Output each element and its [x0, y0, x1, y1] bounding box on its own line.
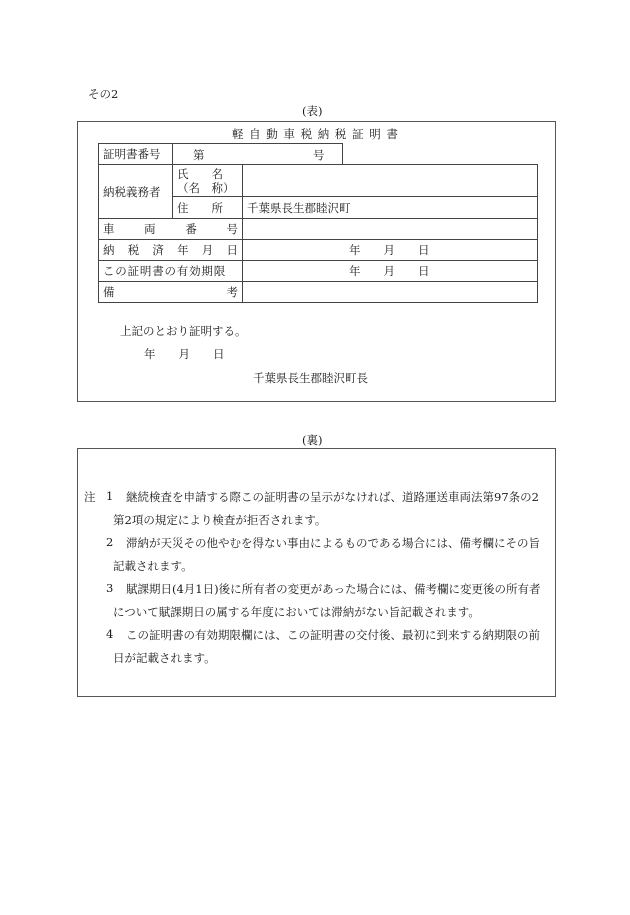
note-text: この証明書の有効期限欄には、この証明書の交付後、最初に到来する納期限の前 [126, 628, 540, 642]
note-number: 4 [106, 627, 114, 641]
paid-date-char: 月 [201, 243, 214, 257]
vehicle-no-char: 車 [103, 222, 115, 236]
vehicle-no-char: 番 [185, 222, 197, 236]
note-text: 日が記載されます。 [113, 651, 216, 665]
address-label: 住 所 [173, 197, 243, 219]
front-side-label: (表) [302, 104, 323, 118]
name-label-line1: 氏 名 [177, 166, 223, 181]
paid-date-char: 年 [177, 243, 189, 257]
note-text: 継続検査を申請する際この証明書の呈示がなければ、道路運送車両法第97条の2 [126, 490, 539, 504]
paid-date-char: 納 [103, 243, 115, 257]
note-text: 賦課期日(4月1日)後に所有者の変更があった場合には、備考欄に変更後の所有者 [126, 582, 541, 596]
validity-value [243, 261, 538, 282]
note-number: 2 [106, 535, 114, 549]
certificate-title: 軽 自 動 車 税 納 税 証 明 書 [232, 127, 399, 141]
taxpayer-label: 納税義務者 [99, 165, 173, 219]
cert-no-suffix: 号 [313, 148, 325, 162]
vehicle-no-char: 号 [226, 222, 238, 236]
paid-date-char: 日 [226, 243, 238, 257]
note-number: 3 [106, 581, 114, 595]
remarks-label [99, 282, 243, 303]
note-text: 記載されます。 [113, 559, 193, 573]
vehicle-no-char: 両 [144, 222, 156, 236]
note-text: 滞納が天災その他やむを得ない事由によるものである場合には、備考欄にその旨 [126, 536, 540, 550]
notes-prefix: 注 [84, 490, 96, 504]
cert-no-blank [343, 144, 538, 165]
paid-date-char: 税 [127, 243, 140, 257]
vehicle-no-label [99, 219, 243, 240]
certificate-form-table [98, 143, 538, 303]
note-text: について賦課期日の属する年度においては滞納がない旨記載されます。 [113, 605, 480, 619]
vehicle-no-value [243, 219, 538, 240]
paid-date-ymd: 年 月 日 [349, 243, 430, 257]
cert-no-field [173, 144, 343, 165]
name-value [243, 165, 538, 197]
validity-label: この証明書の有効期限 [99, 261, 243, 282]
paid-date-value [243, 240, 538, 261]
paid-date-label [99, 240, 243, 261]
name-label [173, 165, 243, 197]
name-label-line2: （名 称） [177, 180, 235, 195]
remarks-char: 備 [103, 285, 115, 299]
paid-date-char: 済 [152, 243, 164, 257]
validity-ymd: 年 月 日 [349, 264, 430, 278]
note-text: 第2項の規定により検査が拒否されます。 [113, 513, 327, 527]
cert-no-label: 証明書番号 [99, 144, 173, 165]
issuer-name: 千葉県長生郡睦沢町長 [253, 371, 368, 385]
cert-no-prefix: 第 [193, 148, 205, 162]
address-value: 千葉県長生郡睦沢町 [243, 197, 538, 219]
remarks-char: 考 [226, 285, 238, 299]
remarks-value [243, 282, 538, 303]
page-label: その2 [88, 87, 119, 101]
back-side-label: (裏) [302, 433, 323, 447]
issue-date: 年 月 日 [144, 347, 225, 361]
certify-statement: 上記のとおり証明する。 [120, 324, 247, 338]
note-number: 1 [106, 489, 114, 503]
